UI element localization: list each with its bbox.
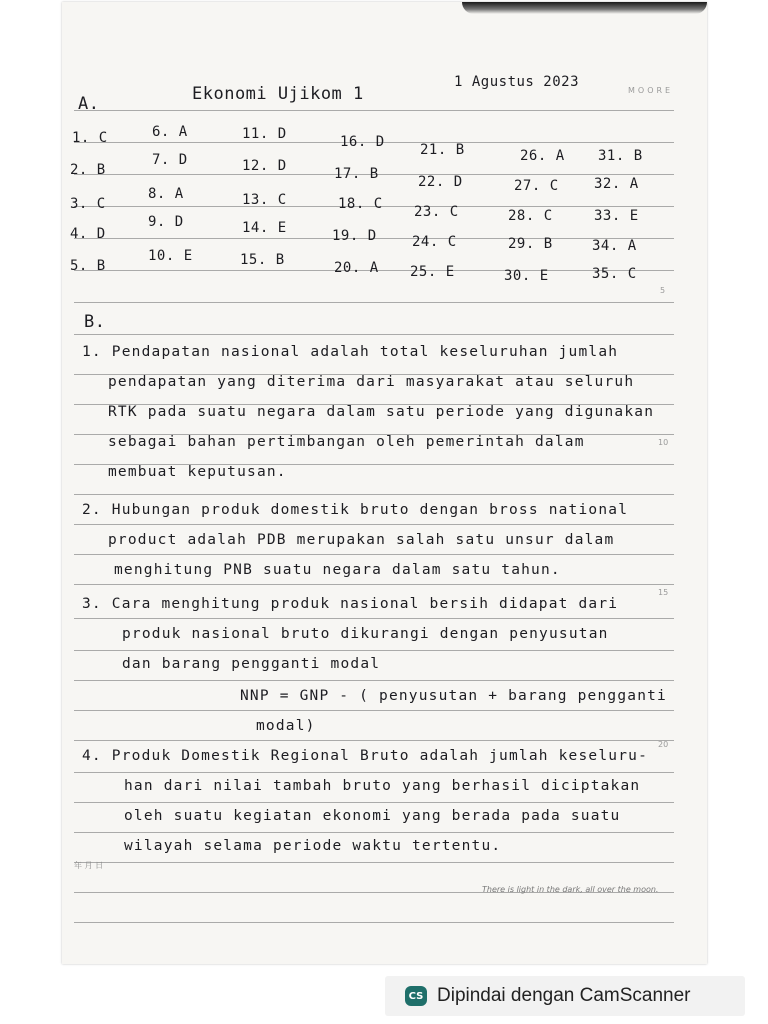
essay-line: 4. Produk Domestik Regional Bruto adalah jumlah keseluru- <box>82 748 648 764</box>
answer-item: 12. D <box>242 158 287 174</box>
answer-item: 21. B <box>420 142 465 158</box>
essay-line: 2. Hubungan produk domestik bruto dengan bross national <box>82 502 629 518</box>
answer-item: 19. D <box>332 228 377 244</box>
line-number: 10 <box>658 438 669 447</box>
answer-item: 1. C <box>72 130 108 146</box>
answer-item: 25. E <box>410 264 455 280</box>
footer-quote: There is light in the dark, all over the moon. <box>482 885 659 894</box>
essay-line: menghitung PNB suatu negara dalam satu tahun. <box>114 562 561 578</box>
answer-item: 23. C <box>414 204 459 220</box>
camscanner-icon: CS <box>405 986 427 1006</box>
answer-item: 16. D <box>340 134 385 150</box>
answer-item: 24. C <box>412 234 457 250</box>
answer-item: 11. D <box>242 126 287 142</box>
brand-mark: MOORE <box>628 86 674 95</box>
camscanner-label: Dipindai dengan CamScanner <box>437 985 691 1006</box>
section-a-label: A. <box>78 94 100 114</box>
answer-item: 13. C <box>242 192 287 208</box>
answer-item: 27. C <box>514 178 559 194</box>
page-title: Ekonomi Ujikom 1 <box>192 84 364 104</box>
answer-item: 34. A <box>592 238 637 254</box>
answer-item: 20. A <box>334 260 379 276</box>
answer-item: 26. A <box>520 148 565 164</box>
line-number: 15 <box>658 588 669 597</box>
essay-line: produk nasional bruto dikurangi dengan penyusutan <box>122 626 609 642</box>
answer-item: 4. D <box>70 226 106 242</box>
answer-item: 18. C <box>338 196 383 212</box>
formula-line: NNP = GNP - ( penyusutan + barang pengganti <box>240 688 667 704</box>
essay-line: product adalah PDB merupakan salah satu unsur dalam <box>108 532 615 548</box>
answer-item: 14. E <box>242 220 287 236</box>
answer-item: 5. B <box>70 258 106 274</box>
page-date: 1 Agustus 2023 <box>454 74 580 90</box>
answer-item: 31. B <box>598 148 643 164</box>
answer-item: 22. D <box>418 174 463 190</box>
page-shadow <box>462 2 707 14</box>
line-number: 20 <box>658 740 669 749</box>
essay-line: han dari nilai tambah bruto yang berhasil diciptakan <box>124 778 641 794</box>
answer-item: 10. E <box>148 248 193 264</box>
answer-item: 29. B <box>508 236 553 252</box>
footer-date-label: 年 月 日 <box>74 861 104 870</box>
answer-item: 2. B <box>70 162 106 178</box>
essay-line: dan barang pengganti modal <box>122 656 381 672</box>
section-b-label: B. <box>84 312 106 332</box>
answer-item: 7. D <box>152 152 188 168</box>
essay-line: membuat keputusan. <box>108 464 287 480</box>
answer-item: 30. E <box>504 268 549 284</box>
answer-item: 17. B <box>334 166 379 182</box>
answer-item: 33. E <box>594 208 639 224</box>
answer-item: 8. A <box>148 186 184 202</box>
answer-item: 6. A <box>152 124 188 140</box>
essay-line: pendapatan yang diterima dari masyarakat atau seluruh <box>108 374 635 390</box>
formula-line: modal) <box>256 718 316 734</box>
essay-line: sebagai bahan pertimbangan oleh pemerintah dalam <box>108 434 585 450</box>
line-number: 5 <box>660 286 666 295</box>
camscanner-badge <box>385 976 745 1016</box>
essay-line: oleh suatu kegiatan ekonomi yang berada pada suatu <box>124 808 621 824</box>
essay-line: 3. Cara menghitung produk nasional bersih didapat dari <box>82 596 619 612</box>
essay-line: wilayah selama periode waktu tertentu. <box>124 838 502 854</box>
answer-item: 35. C <box>592 266 637 282</box>
answer-item: 15. B <box>240 252 285 268</box>
answer-item: 9. D <box>148 214 184 230</box>
answer-item: 32. A <box>594 176 639 192</box>
essay-line: 1. Pendapatan nasional adalah total keseluruhan jumlah <box>82 344 619 360</box>
answer-item: 3. C <box>70 196 106 212</box>
notebook-page <box>62 2 707 964</box>
essay-line: RTK pada suatu negara dalam satu periode yang digunakan <box>108 404 655 420</box>
answer-item: 28. C <box>508 208 553 224</box>
